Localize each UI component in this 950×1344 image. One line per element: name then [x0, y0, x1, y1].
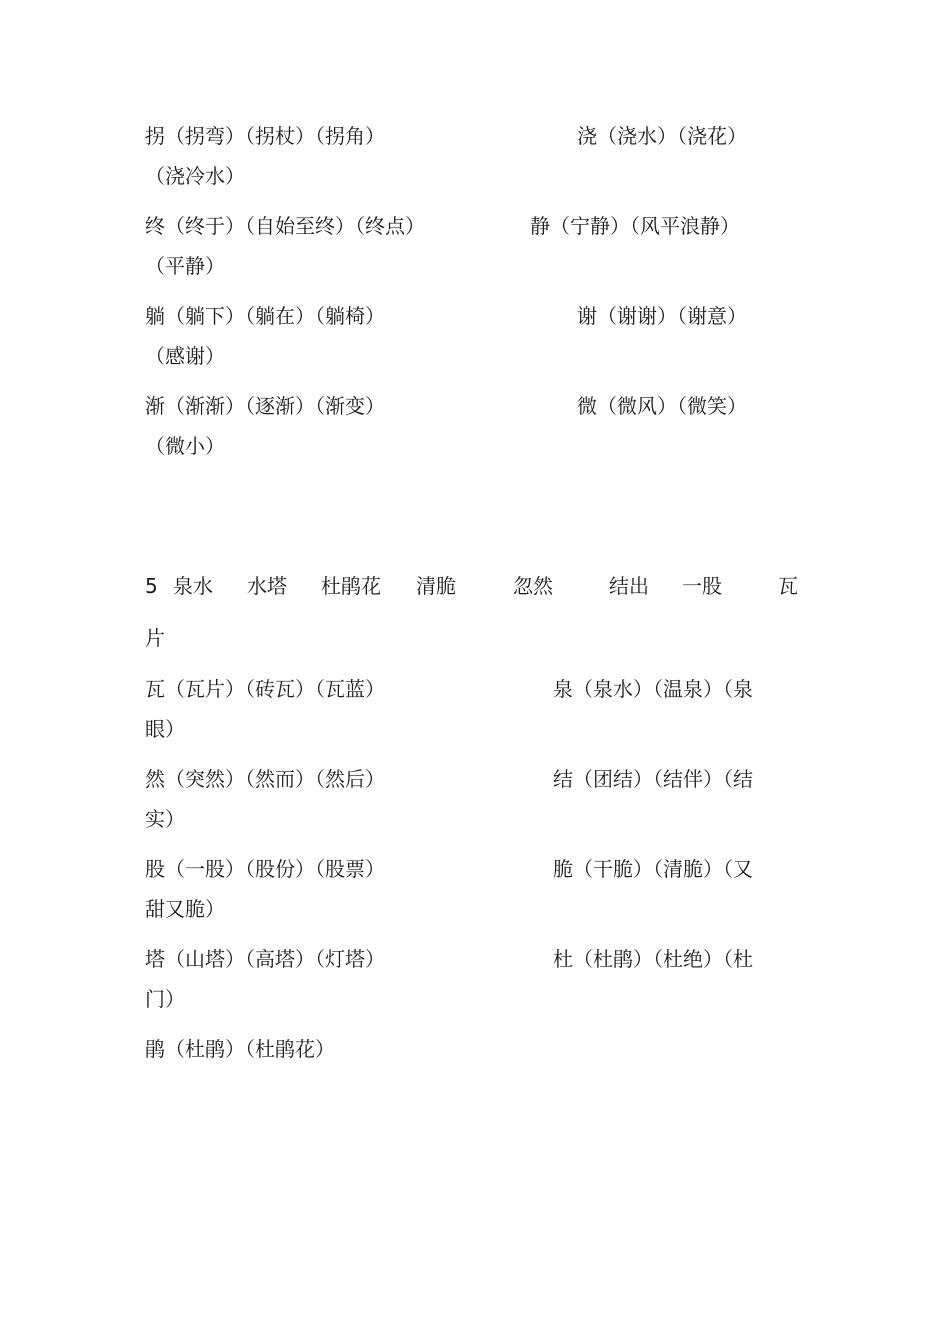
vocab-entry-left: 瓦（瓦片）（砖瓦）（瓦蓝）	[145, 677, 385, 701]
vocab-line-continuation: （微小）	[145, 434, 225, 458]
lesson-word-list	[145, 566, 805, 606]
vocab-entry-right: 脆（干脆）（清脆）（又	[553, 857, 753, 881]
vocab-line	[145, 669, 753, 709]
vocab-entry-right: 静（宁静）（风平浪静）	[530, 214, 740, 238]
vocab-entry-right: 微（微风）（微笑）	[577, 394, 747, 418]
vocab-line-continuation: 实）	[145, 807, 185, 831]
lesson-number: 5	[145, 574, 158, 598]
vocab-line	[145, 296, 747, 336]
vocab-entry-right: 结（团结）（结伴）（结	[553, 767, 753, 791]
word-item: 清脆	[416, 574, 456, 598]
vocab-line-continuation: （平静）	[145, 254, 225, 278]
vocab-entry-left: 拐（拐弯）（拐杖）（拐角）	[145, 124, 385, 148]
vocab-line: 鹃（杜鹃）（杜鹃花）	[145, 1037, 335, 1061]
vocab-entry-left: 然（突然）（然而）（然后）	[145, 767, 385, 791]
vocab-entry-right: 谢（谢谢）（谢意）	[577, 304, 747, 328]
vocab-line-continuation: 甜又脆）	[145, 897, 225, 921]
word-item: 结出	[609, 574, 649, 598]
vocab-entry-right: 杜（杜鹃）（杜绝）（杜	[553, 947, 753, 971]
vocab-line	[145, 116, 747, 156]
word-list-continuation: 片	[145, 626, 165, 650]
word-item: 泉水	[173, 574, 213, 598]
vocab-line	[145, 206, 740, 246]
vocab-entry-left: 终（终于）（自始至终）（终点）	[145, 214, 425, 238]
word-item: 水塔	[247, 574, 287, 598]
word-item: 忽然	[513, 574, 553, 598]
word-item: 杜鹃花	[321, 574, 381, 598]
vocab-line	[145, 849, 753, 889]
word-item: 瓦	[778, 574, 798, 598]
vocab-line	[145, 386, 747, 426]
vocab-entry-left: 股（一股）（股份）（股票）	[145, 857, 385, 881]
vocab-line-continuation: 眼）	[145, 717, 185, 741]
vocab-line-continuation: 门）	[145, 987, 185, 1011]
vocab-line-continuation: （浇冷水）	[145, 164, 245, 188]
vocab-entry-left: 渐（渐渐）（逐渐）（渐变）	[145, 394, 385, 418]
vocab-entry-right: 浇（浇水）（浇花）	[577, 124, 747, 148]
word-item: 一股	[682, 574, 722, 598]
vocab-entry-right: 泉（泉水）（温泉）（泉	[553, 677, 753, 701]
vocab-line-continuation: （感谢）	[145, 344, 225, 368]
vocab-entry-left: 躺（躺下）（躺在）（躺椅）	[145, 304, 385, 328]
vocab-entry-left: 塔（山塔）（高塔）（灯塔）	[145, 947, 385, 971]
vocab-line	[145, 759, 753, 799]
vocab-line	[145, 939, 753, 979]
